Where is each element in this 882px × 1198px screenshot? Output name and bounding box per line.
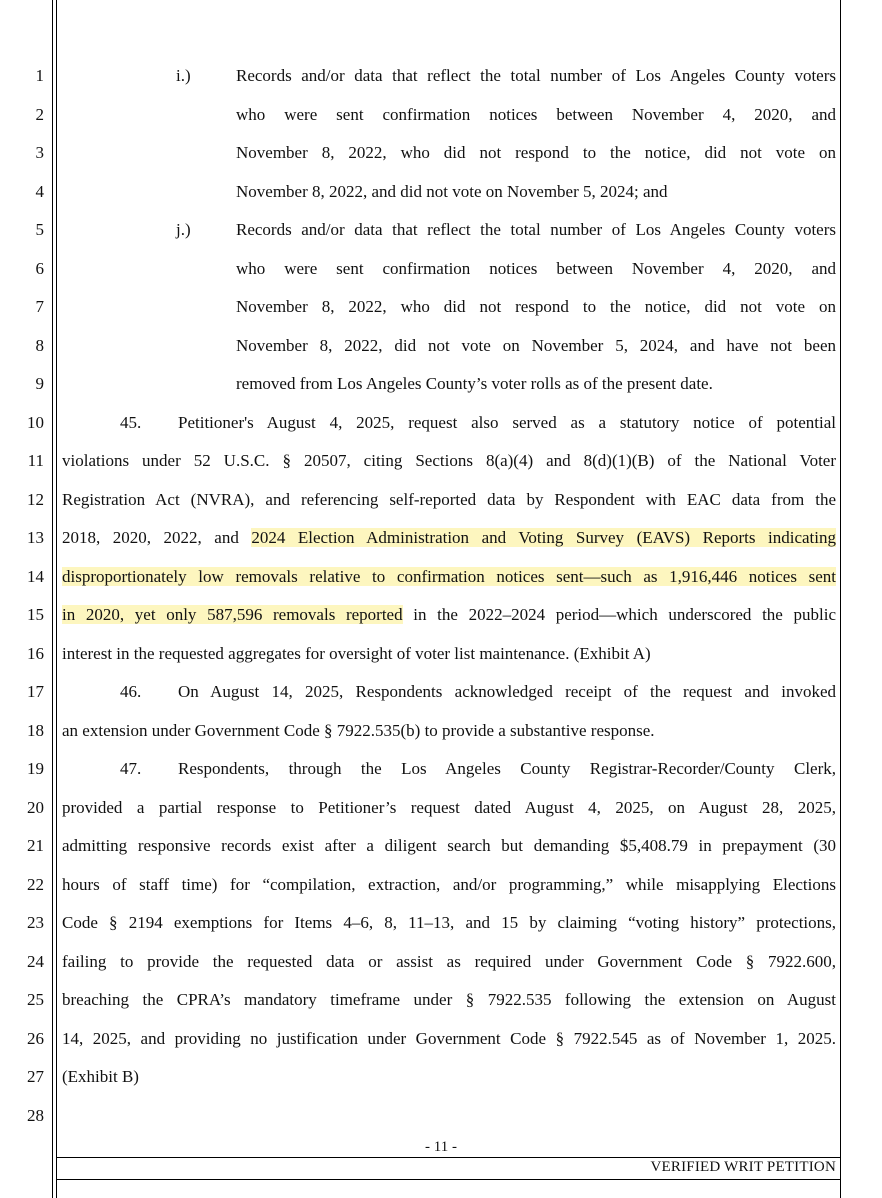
paragraph-line: violations under 52 U.S.C. § 20507, citing Sections 8(a)(4) and 8(d)(1)(B) of the National Voter [62, 451, 836, 470]
line-number: 12 [27, 490, 44, 509]
line-number: 28 [27, 1106, 44, 1125]
item-text-line: November 8, 2022, and did not vote on November 5, 2024; and [236, 182, 668, 201]
paragraph-line: interest in the requested aggregates for oversight of voter list maintenance. (Exhibit A) [62, 644, 651, 663]
paragraph-line: On August 14, 2025, Respondents acknowledged receipt of the request and invoked [178, 682, 836, 701]
line-number: 5 [35, 220, 44, 239]
line-number: 13 [27, 528, 44, 547]
line-number: 26 [27, 1029, 44, 1048]
line-number: 16 [27, 644, 44, 663]
paragraph-line: Petitioner's August 4, 2025, request also served as a statutory notice of potential [178, 413, 836, 432]
paragraph-number: 47. [120, 759, 142, 778]
paragraph-line: Code § 2194 exemptions for Items 4–6, 8, 11–13, and 15 by claiming “voting history” protections, [62, 913, 836, 932]
footer-rule-bottom [56, 1179, 840, 1180]
line-number: 3 [35, 143, 44, 162]
line-number: 18 [27, 721, 44, 740]
document-footer-title: VERIFIED WRIT PETITION [650, 1159, 836, 1175]
line-number: 25 [27, 990, 44, 1009]
line-number: 1 [35, 66, 44, 85]
paragraph-number: 45. [120, 413, 142, 432]
line-number: 19 [27, 759, 44, 778]
line-number: 6 [35, 259, 44, 278]
line-number: 22 [27, 875, 44, 894]
line-number: 24 [27, 952, 44, 971]
line-number: 21 [27, 836, 44, 855]
footer-rule-top [56, 1157, 840, 1158]
paragraph-line: breaching the CPRA’s mandatory timeframe under § 7922.535 following the extension on August [62, 990, 836, 1009]
line-number: 23 [27, 913, 44, 932]
item-text-line: removed from Los Angeles County’s voter rolls as of the present date. [236, 374, 713, 393]
paragraph-line: 14, 2025, and providing no justification under Government Code § 7922.545 as of November 1, 2025. [62, 1029, 836, 1048]
item-marker: j.) [176, 220, 191, 239]
highlighted-text: disproportionately low removals relative to confirmation notices sent—such as 1,916,446 notices sent [62, 567, 836, 586]
item-text-line: November 8, 2022, did not vote on November 5, 2024, and have not been [236, 336, 836, 355]
line-number: 9 [35, 374, 44, 393]
paragraph-line: Registration Act (NVRA), and referencing self-reported data by Respondent with EAC data from the [62, 490, 836, 509]
left-margin-rule-outer [52, 0, 53, 1198]
paragraph-line [62, 528, 836, 548]
left-margin-rule-inner [56, 0, 57, 1198]
line-number: 14 [27, 567, 44, 586]
line-number: 17 [27, 682, 44, 701]
line-number: 7 [35, 297, 44, 316]
page-number: - 11 - [425, 1139, 457, 1155]
plain-text: 2018, 2020, 2022, and [62, 528, 252, 547]
item-text-line: who were sent confirmation notices between November 4, 2020, and [236, 105, 836, 124]
plain-text: in the 2022–2024 period—which underscored the public [402, 605, 836, 624]
paragraph-line: an extension under Government Code § 7922.535(b) to provide a substantive response. [62, 721, 655, 740]
line-number: 10 [27, 413, 44, 432]
line-number: 11 [27, 451, 44, 470]
item-text-line: Records and/or data that reflect the total number of Los Angeles County voters [236, 66, 836, 85]
item-text-line: Records and/or data that reflect the total number of Los Angeles County voters [236, 220, 836, 239]
paragraph-line [62, 567, 836, 587]
item-text-line: November 8, 2022, who did not respond to the notice, did not vote on [236, 297, 836, 316]
highlighted-text: in 2020, yet only 587,596 removals reported [62, 605, 403, 624]
line-number: 27 [27, 1067, 44, 1086]
line-number: 8 [35, 336, 44, 355]
paragraph-line: admitting responsive records exist after a diligent search but demanding $5,408.79 in prepayment (30 [62, 836, 836, 855]
item-text-line: November 8, 2022, who did not respond to the notice, did not vote on [236, 143, 836, 162]
paragraph-line [62, 605, 836, 625]
paragraph-line: hours of staff time) for “compilation, extraction, and/or programming,” while misapplying Elections [62, 875, 836, 894]
line-number: 4 [35, 182, 44, 201]
line-number: 15 [27, 605, 44, 624]
item-text-line: who were sent confirmation notices between November 4, 2020, and [236, 259, 836, 278]
item-marker: i.) [176, 66, 191, 85]
paragraph-line: (Exhibit B) [62, 1067, 139, 1086]
right-margin-rule [840, 0, 841, 1198]
paragraph-line: failing to provide the requested data or assist as required under Government Code § 7922.600, [62, 952, 836, 971]
line-number: 20 [27, 798, 44, 817]
paragraph-line: Respondents, through the Los Angeles County Registrar-Recorder/County Clerk, [178, 759, 836, 778]
line-number: 2 [35, 105, 44, 124]
paragraph-line: provided a partial response to Petitioner’s request dated August 4, 2025, on August 28, 2025, [62, 798, 836, 817]
highlighted-text: 2024 Election Administration and Voting Survey (EAVS) Reports indicating [251, 528, 836, 547]
paragraph-number: 46. [120, 682, 142, 701]
